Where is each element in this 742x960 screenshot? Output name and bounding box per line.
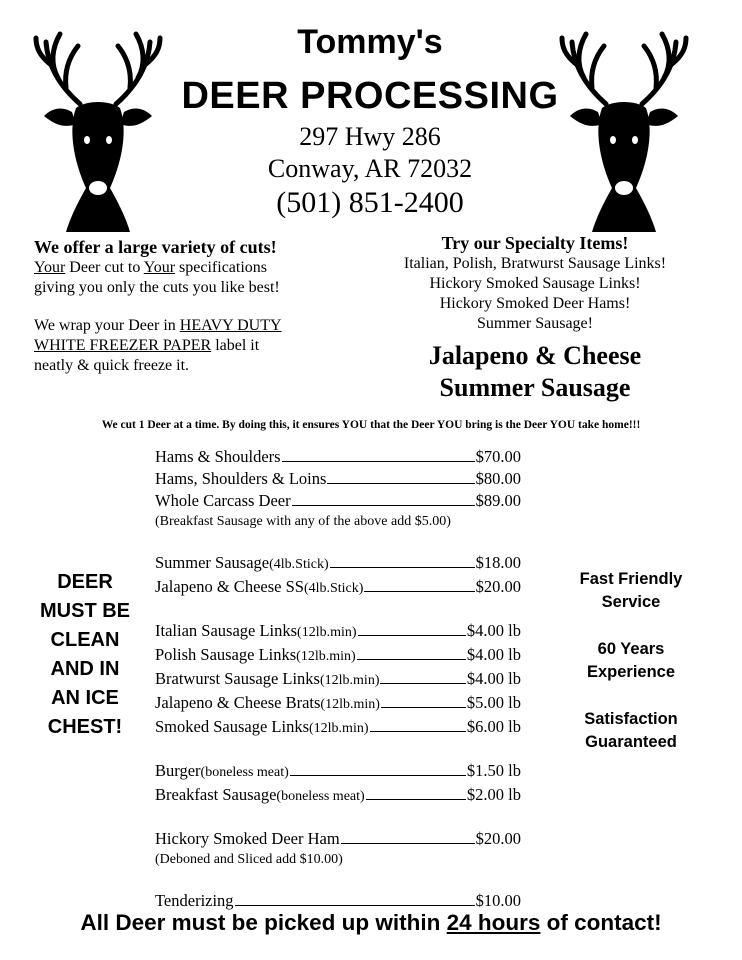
price-leader-line bbox=[327, 483, 474, 484]
price-leader-line bbox=[330, 567, 475, 568]
clean-deer-warning bbox=[20, 568, 150, 742]
selling-point-line: Experience bbox=[586, 663, 676, 681]
selling-point-line: Satisfaction bbox=[584, 710, 678, 728]
price-item-unit: (12lb.min) bbox=[296, 649, 356, 664]
specialty-items-section bbox=[372, 232, 698, 404]
cuts-heading: We offer a large variety of cuts! bbox=[34, 237, 277, 257]
price-row bbox=[155, 692, 545, 716]
price-row bbox=[155, 552, 545, 576]
price-value: $1.50 lb bbox=[466, 761, 521, 780]
price-value: $89.00 bbox=[475, 491, 521, 510]
selling-points bbox=[556, 568, 706, 754]
price-item-name: Hams & Shoulders bbox=[155, 447, 281, 466]
price-item-name: Bratwurst Sausage Links bbox=[155, 669, 320, 688]
warning-line: MUST BE bbox=[40, 600, 130, 622]
price-value: $20.00 bbox=[475, 577, 521, 596]
price-row bbox=[155, 760, 545, 784]
specialty-heading: Try our Specialty Items! bbox=[441, 233, 629, 253]
phone-number: (501) 851-2400 bbox=[276, 186, 464, 219]
price-row bbox=[155, 490, 545, 512]
pickup-deadline: 24 hours bbox=[446, 910, 541, 935]
price-item-name: Tenderizing bbox=[155, 891, 234, 910]
warning-line: CLEAN bbox=[50, 629, 120, 651]
price-value: $6.00 lb bbox=[466, 717, 521, 736]
price-leader-line bbox=[292, 505, 475, 506]
price-item-unit: (12lb.min) bbox=[319, 673, 380, 688]
price-value: $4.00 lb bbox=[466, 645, 521, 664]
price-leader-line bbox=[380, 683, 465, 684]
wrap-line-2: WHITE FREEZER PAPER label it bbox=[34, 337, 260, 354]
price-note: (Deboned and Sliced add $10.00) bbox=[155, 852, 343, 867]
price-row bbox=[155, 668, 545, 692]
price-row bbox=[155, 620, 545, 644]
price-row bbox=[155, 784, 545, 808]
business-title: DEER PROCESSING bbox=[181, 75, 559, 117]
featured-item-line-1: Jalapeno & Cheese bbox=[428, 341, 642, 370]
price-leader-line bbox=[290, 775, 466, 776]
specialty-item: Hickory Smoked Sausage Links! bbox=[429, 275, 641, 292]
price-item-name: Hams, Shoulders & Loins bbox=[155, 469, 327, 488]
price-note: (Breakfast Sausage with any of the above add $5.00) bbox=[155, 514, 451, 529]
price-value: $70.00 bbox=[475, 447, 521, 466]
warning-line: CHEST! bbox=[47, 716, 123, 738]
price-value: $2.00 lb bbox=[466, 785, 521, 804]
price-item-name: Polish Sausage Links bbox=[155, 645, 297, 664]
price-item-unit: (12lb.min) bbox=[309, 721, 369, 736]
price-value: $10.00 bbox=[475, 891, 521, 910]
price-leader-line bbox=[366, 799, 466, 800]
price-leader-line bbox=[364, 591, 474, 592]
warning-line: AND IN bbox=[50, 658, 120, 680]
street-address: 297 Hwy 286 bbox=[299, 122, 441, 151]
specialty-item: Italian, Polish, Bratwurst Sausage Links! bbox=[403, 255, 667, 272]
price-leader-line bbox=[357, 659, 466, 660]
price-row bbox=[155, 716, 545, 740]
pickup-notice: All Deer must be picked up within 24 hours of contact! bbox=[80, 910, 662, 935]
price-leader-line bbox=[341, 843, 475, 844]
price-row bbox=[155, 644, 545, 668]
selling-point-line: Fast Friendly bbox=[579, 570, 683, 588]
price-list bbox=[155, 446, 545, 912]
price-item-name: Jalapeno & Cheese SS bbox=[155, 577, 304, 596]
price-row bbox=[155, 468, 545, 490]
price-item-name: Burger bbox=[155, 761, 201, 780]
price-item-name: Jalapeno & Cheese Brats bbox=[155, 693, 321, 712]
price-item-name: Hickory Smoked Deer Ham bbox=[155, 829, 340, 848]
price-value: $18.00 bbox=[475, 553, 521, 572]
price-item-unit: (4lb.Stick) bbox=[303, 581, 364, 596]
price-row bbox=[155, 576, 545, 600]
cuts-line-1: Your Deer cut to Your specifications bbox=[34, 259, 268, 276]
price-value: $5.00 lb bbox=[466, 693, 521, 712]
price-value: $20.00 bbox=[475, 829, 521, 848]
cuts-info-section bbox=[34, 236, 374, 376]
price-item-unit: (4lb.Stick) bbox=[269, 557, 329, 572]
price-item-unit: (boneless meat) bbox=[200, 765, 289, 780]
price-item-name: Summer Sausage bbox=[155, 553, 270, 572]
warning-line: DEER bbox=[57, 571, 113, 593]
price-item-name: Breakfast Sausage bbox=[155, 785, 277, 804]
wrap-line-3: neatly & quick freeze it. bbox=[34, 357, 190, 374]
price-leader-line bbox=[358, 635, 466, 636]
one-deer-at-a-time-tagline: We cut 1 Deer at a time. By doing this, it ensures YOU that the Deer YOU bring is the Deer YOU take home!!! bbox=[101, 419, 641, 431]
selling-point-line: Guaranteed bbox=[585, 733, 677, 751]
price-item-name: Smoked Sausage Links bbox=[155, 717, 309, 736]
price-value: $4.00 lb bbox=[466, 621, 521, 640]
specialty-item: Summer Sausage! bbox=[477, 315, 593, 332]
price-item-unit: (12lb.min) bbox=[297, 625, 357, 640]
cuts-line-2: giving you only the cuts you like best! bbox=[34, 279, 280, 296]
price-leader-line bbox=[370, 731, 466, 732]
price-item-name: Whole Carcass Deer bbox=[155, 491, 291, 510]
price-item-name: Italian Sausage Links bbox=[155, 621, 298, 640]
specialty-item: Hickory Smoked Deer Hams! bbox=[439, 295, 631, 312]
shop-owner-name: Tommy's bbox=[297, 23, 443, 61]
price-row bbox=[155, 446, 545, 468]
city-state-zip: Conway, AR 72032 bbox=[267, 154, 473, 183]
price-leader-line bbox=[282, 461, 475, 462]
price-value: $80.00 bbox=[475, 469, 521, 488]
selling-point-line: Service bbox=[601, 593, 661, 611]
price-item-unit: (boneless meat) bbox=[276, 789, 365, 804]
price-leader-line bbox=[381, 707, 466, 708]
price-leader-line bbox=[235, 905, 475, 906]
price-item-unit: (12lb.min) bbox=[320, 697, 380, 712]
warning-line: AN ICE bbox=[51, 687, 119, 709]
wrap-line-1: We wrap your Deer in HEAVY DUTY bbox=[34, 317, 282, 334]
featured-item-line-2: Summer Sausage bbox=[439, 373, 631, 402]
deer-head-left-illustration bbox=[30, 12, 166, 232]
price-row bbox=[155, 828, 545, 850]
price-value: $4.00 lb bbox=[466, 669, 521, 688]
selling-point-line: 60 Years bbox=[597, 640, 665, 658]
